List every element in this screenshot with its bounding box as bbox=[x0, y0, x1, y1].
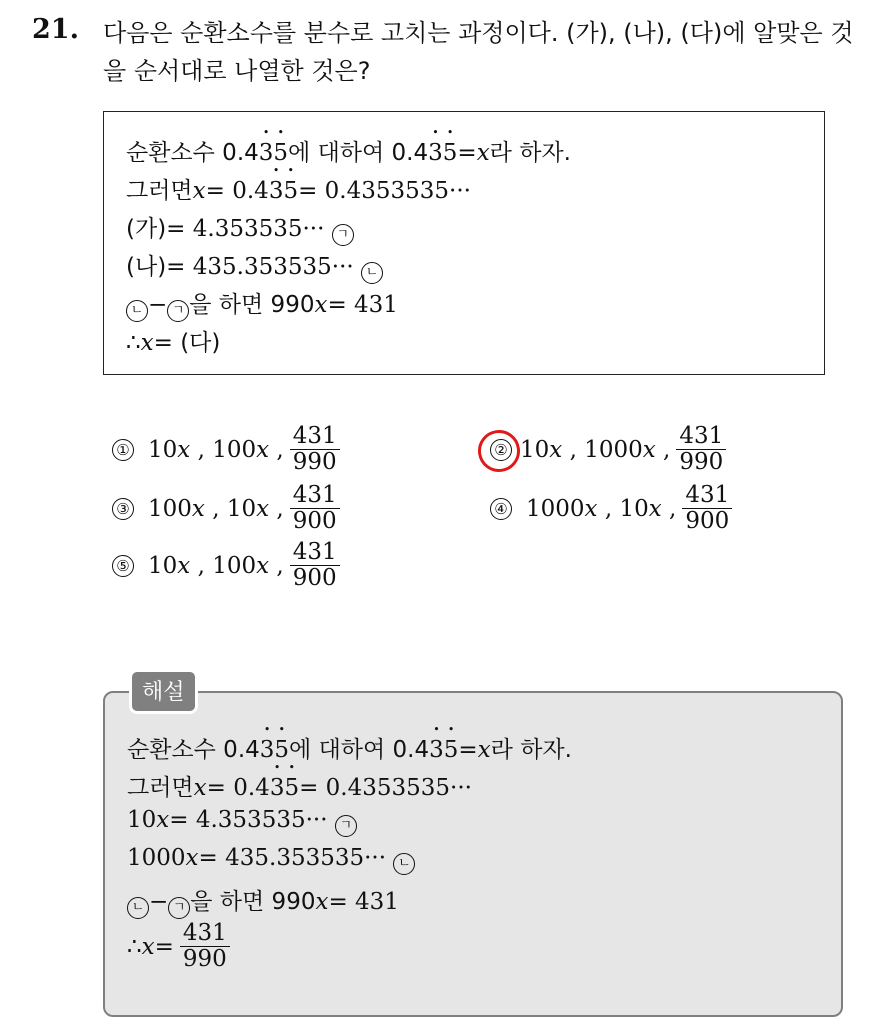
sol-line-6: ∴ x = $\frac{431}{990}$ bbox=[127, 921, 230, 973]
box-line-4: (나) = 435.353535··· ㄴ bbox=[126, 248, 383, 282]
option-3-fraction: $\frac{431}{900}$ bbox=[290, 483, 340, 535]
solution-box bbox=[103, 691, 843, 1017]
box-line-1: 순환소수 0.4 • 3 • 5 에 대하여 0.4 • 3 • 5 = x 라 하자. bbox=[126, 134, 571, 167]
box-line-3: (가) = 4.353535··· ㄱ bbox=[126, 210, 354, 244]
solution-tag: 해설 bbox=[129, 669, 198, 714]
option-2-fraction: $\frac{431}{990}$ bbox=[676, 424, 726, 476]
sol-line-2: 그러면 x = 0.4 • 3 • 5 = 0.4353535··· bbox=[127, 769, 472, 802]
option-4-fraction: $\frac{431}{900}$ bbox=[682, 483, 732, 535]
option-1-fraction: $\frac{431}{990}$ bbox=[290, 424, 340, 476]
problem-box bbox=[103, 111, 825, 375]
circle-nieun: ㄴ bbox=[361, 262, 383, 284]
option-4[interactable]: ④ 1000 x , 10 x , $\frac{431}{900}$ bbox=[490, 483, 732, 535]
box-line-6: ∴ x = (다) bbox=[126, 330, 221, 356]
option-2[interactable]: ② 10 x , 1000 x , $\frac{431}{990}$ bbox=[490, 424, 726, 476]
question-text: 다음은 순환소수를 분수로 고치는 과정이다. (가), (나), (다)에 알맞은 것을 순서대로 나열한 것은? bbox=[103, 19, 854, 85]
option-3[interactable]: ③ 100 x , 10 x , $\frac{431}{900}$ bbox=[112, 483, 340, 535]
circle-giyeok: ㄱ bbox=[332, 224, 354, 246]
solution-fraction: $\frac{431}{990}$ bbox=[180, 921, 230, 973]
sol-line-4: 1000 x = 435.353535··· ㄴ bbox=[127, 845, 415, 873]
sol-line-3: 10 x = 4.353535··· ㄱ bbox=[127, 807, 357, 835]
box-line-2: 그러면 x = 0.4 • 3 • 5 = 0.4353535··· bbox=[126, 172, 471, 205]
sol-line-5: ㄴ − ㄱ 을 하면 990 x = 431 bbox=[127, 883, 399, 917]
option-5[interactable]: ⑤ 10 x , 100 x , $\frac{431}{900}$ bbox=[112, 540, 340, 592]
option-1[interactable]: ① 10 x , 100 x , $\frac{431}{990}$ bbox=[112, 424, 340, 476]
sol-line-1: 순환소수 0.4 • 3 • 5 에 대하여 0.4 • 3 • 5 = x 라 하자. bbox=[127, 731, 572, 764]
question-number: 21. bbox=[32, 14, 79, 45]
option-5-fraction: $\frac{431}{900}$ bbox=[290, 540, 340, 592]
box-line-5: ㄴ − ㄱ 을 하면 990 x = 431 bbox=[126, 286, 398, 320]
